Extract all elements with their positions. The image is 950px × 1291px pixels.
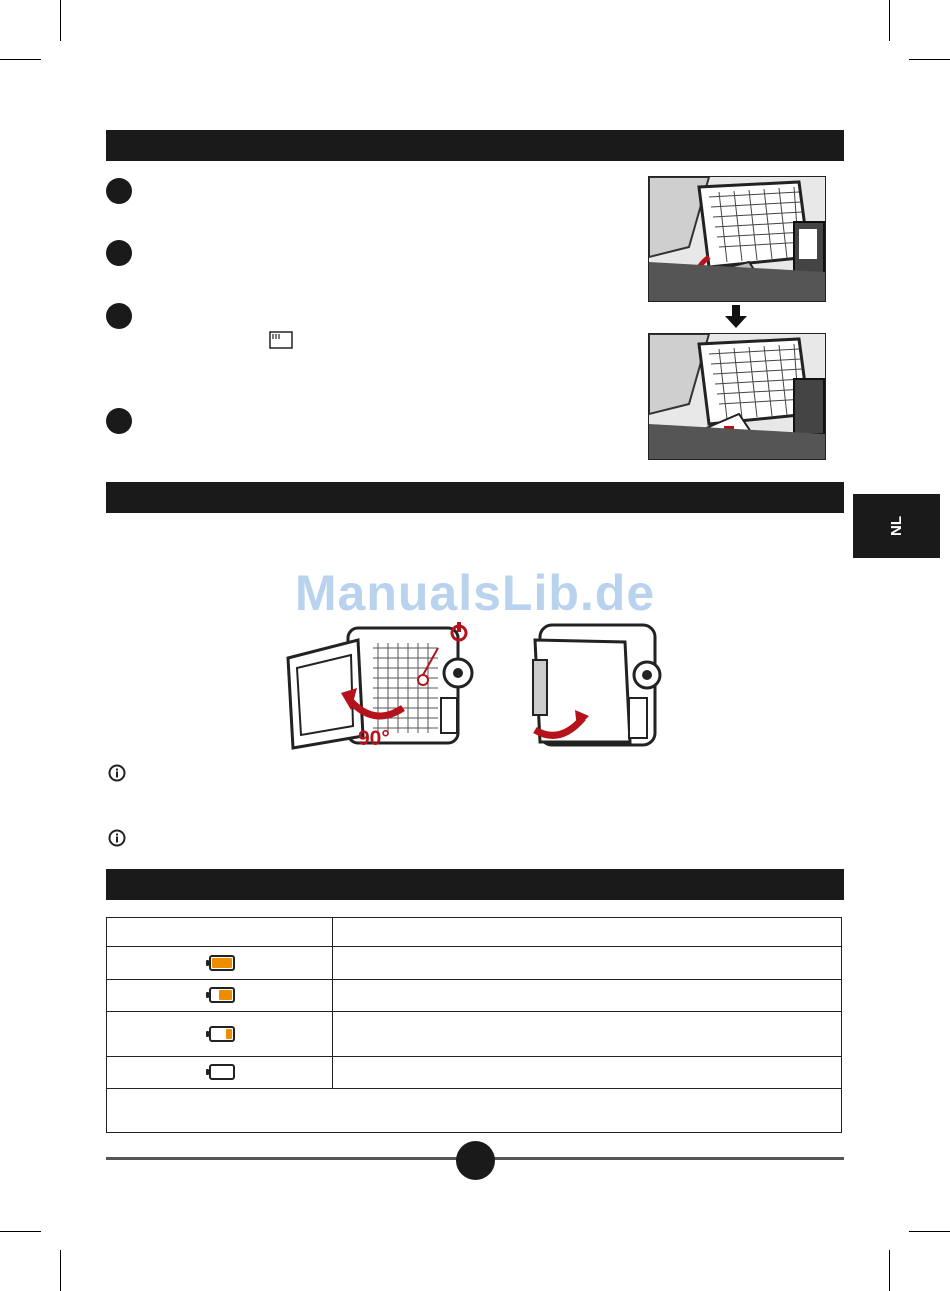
table-cell [107,1057,333,1089]
section-header-power-on [106,482,844,513]
info-icon [108,829,126,847]
table-cell [107,918,333,947]
table-cell [333,918,842,947]
table-cell [107,1012,333,1057]
crop-mark [909,59,950,60]
crop-mark [909,1231,950,1232]
step-4-circle [106,408,132,434]
table-cell [107,1089,842,1133]
camcorder-closed-screen-illustration [525,620,665,752]
crop-mark [0,59,41,60]
rotation-label: 90° [358,727,390,750]
crop-mark [60,1250,61,1291]
crop-mark [889,0,890,41]
crop-mark [889,1250,890,1291]
section-header-memory-card [106,130,844,161]
language-tab [853,494,940,558]
watermark: ManualsLib.de [294,565,656,621]
table-header-row [107,918,842,947]
card-insert-illustration [648,333,826,460]
battery-medium-icon [209,987,235,1003]
section-header-battery [106,869,844,900]
language-tab-label: NL [888,516,905,536]
footer-rule-left [106,1157,458,1160]
info-icon [108,764,126,782]
battery-empty-icon [209,1064,235,1080]
step-1-circle [106,178,132,204]
step-3-circle [106,303,132,329]
table-row [107,1057,842,1089]
table-cell [333,1057,842,1089]
table-footer-row [107,1089,842,1133]
battery-low-icon [209,1026,235,1042]
page-number-badge [456,1141,495,1180]
table-cell [333,980,842,1012]
battery-status-table [106,917,842,1133]
down-arrow-icon [724,305,748,329]
step-2-circle [106,240,132,266]
table-cell [107,980,333,1012]
table-row [107,947,842,980]
crop-mark [60,0,61,41]
table-cell [107,947,333,980]
table-cell [333,1012,842,1057]
footer-rule-right [493,1157,844,1160]
card-slot-open-illustration [648,176,826,302]
crop-mark [0,1231,41,1232]
battery-full-icon [209,955,235,971]
sd-card-icon [269,331,293,349]
table-row [107,980,842,1012]
table-cell [333,947,842,980]
table-row [107,1012,842,1057]
